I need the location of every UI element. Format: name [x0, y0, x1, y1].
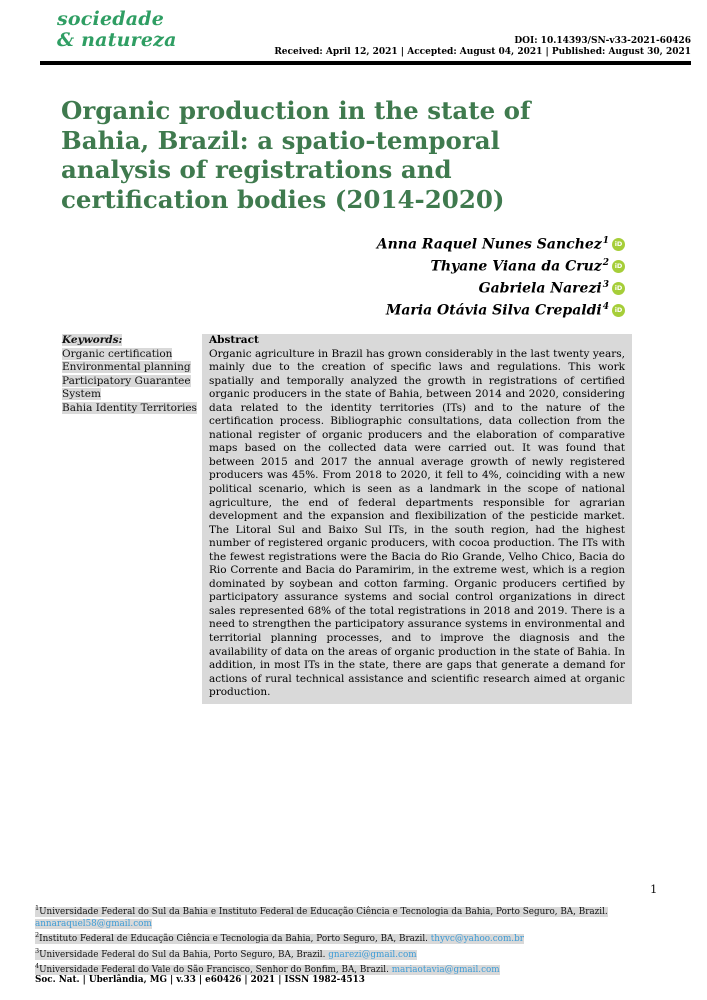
keywords-block — [62, 334, 200, 416]
footnote-sup: 1 — [35, 904, 40, 912]
author-name: Thyane Viana da Cruz$^2$ — [430, 257, 609, 275]
footnote-email-link[interactable]: annaraquel58@gmail.com — [35, 918, 152, 929]
footnote-email-link[interactable]: thyvc@yahoo.com.br — [430, 934, 524, 945]
footnote — [35, 946, 671, 962]
abstract-block — [202, 334, 632, 704]
footnote-sup: 3 — [35, 946, 40, 955]
author-line — [377, 299, 625, 321]
footnote-text: Universidade Federal do Sul da Bahia, Porto Seguro, BA, Brazil. — [39, 949, 329, 960]
orcid-icon[interactable]: iD — [612, 304, 625, 317]
header-meta — [274, 36, 691, 58]
author-line — [377, 233, 625, 255]
journal-logo — [57, 9, 177, 51]
footnote-sup: 2 — [35, 931, 40, 940]
author-affiliation-sup: 3 — [602, 279, 609, 290]
footnote-email-link[interactable]: gnarezi@gmail.com — [328, 949, 417, 960]
footnote — [35, 930, 671, 946]
footnote-text: Instituto Federal de Educação Ciência e Tecnologia da Bahia, Porto Seguro, BA, Brazil. — [39, 934, 431, 945]
footnote-text: Universidade Federal do Vale do São Francisco, Senhor do Bonfim, BA, Brazil. — [39, 965, 392, 976]
footnote-text: Universidade Federal do Sul da Bahia e Instituto Federal de Educação Ciência e Tecnologia da Bahia, Porto Seguro, BA, Brazil. — [39, 906, 608, 917]
keyword-item: Environmental planning — [62, 361, 191, 374]
author-name: Maria Otávia Silva Crepaldi$^4$ — [385, 301, 609, 319]
keyword-item: Bahia Identity Territories — [62, 401, 197, 414]
author-name: Anna Raquel Nunes Sanchez$^1$ — [376, 235, 609, 253]
footnotes-block — [35, 903, 671, 977]
journal-logo-line1: sociedade — [57, 8, 165, 30]
author-affiliation-sup: 1 — [602, 235, 609, 246]
author-line — [377, 255, 625, 277]
abstract-heading: Abstract — [209, 334, 259, 346]
header-rule — [40, 61, 691, 65]
abstract-text: Organic agriculture in Brazil has grown considerably in the last twenty years, mainly due to the creation of specific laws and regulations. This work spatially and temporally analyzed the growth in registrations of certified organic producers in the state of Bahia, between 2014 and 2020, considering data related to the identity territories (ITs) and to the nature of the certification process. Bibliographic consultations, data collection from the national register of organic producers and the elaboration of comparative maps based on the collected data were carried out. It was found that between 2015 and 2017 the annual average growth of newly registered producers was 45%. From 2018 to 2020, it fell to 4%, coinciding with a new political scenario, which is seen as a landmark in the scope of national agriculture, the end of federal departments responsible for agrarian development and the expansion and flexibilization of the pesticide market. The Litoral Sul and Baixo Sul ITs, in the south region, had the highest number of registered organic producers, with cocoa production. The ITs with the fewest registrations were the Bacia do Rio Grande, Velho Chico, Bacia do Rio Corrente and Bacia do Paramirim, in the extreme west, which is a region dominated by soybean and cotton farming. Organic producers certified by participatory assurance systems and social control organizations in direct sales represented 68% of the total registrations in 2018 and 2019. There is a need to strengthen the participatory assurance systems in environmental and territorial planning processes, and to improve the diagnosis and the availability of data on the areas of organic production in the state of Bahia. In addition, in most ITs in the state, there are gaps that generate a demand for actions of rural technical assistance and scientific research aimed at organic production. — [209, 347, 625, 699]
footnote-email-link[interactable]: mariaotavia@gmail.com — [391, 965, 500, 976]
keywords-heading: Keywords: — [62, 334, 123, 346]
doi-text: DOI: 10.14393/SN-v33-2021-60426 — [514, 36, 691, 46]
authors-block — [377, 233, 625, 321]
author-affiliation-sup: 4 — [602, 301, 609, 312]
author-line — [377, 277, 625, 299]
orcid-icon[interactable]: iD — [612, 238, 625, 251]
page-number: 1 — [650, 882, 658, 896]
article-title: Organic production in the state of Bahia, Brazil: a spatio-temporal analysis of registrations and certification bodies (2014-2020) — [61, 96, 531, 214]
orcid-icon[interactable]: iD — [612, 282, 625, 295]
author-name: Gabriela Narezi$^3$ — [478, 279, 609, 297]
footnote — [35, 903, 671, 930]
orcid-icon[interactable]: iD — [612, 260, 625, 273]
author-affiliation-sup: 2 — [602, 257, 609, 268]
journal-footer-line: Soc. Nat. | Uberlândia, MG | v.33 | e60426 | 2021 | ISSN 1982-4513 — [35, 975, 365, 985]
keyword-item: Organic certification — [62, 347, 173, 360]
journal-logo-line2: & natureza — [57, 29, 177, 51]
keyword-item: Participatory Guarantee System — [62, 374, 191, 401]
footnote-sup: 4 — [35, 962, 40, 971]
dates-text: Received: April 12, 2021 | Accepted: August 04, 2021 | Published: August 30, 2021 — [274, 47, 691, 57]
